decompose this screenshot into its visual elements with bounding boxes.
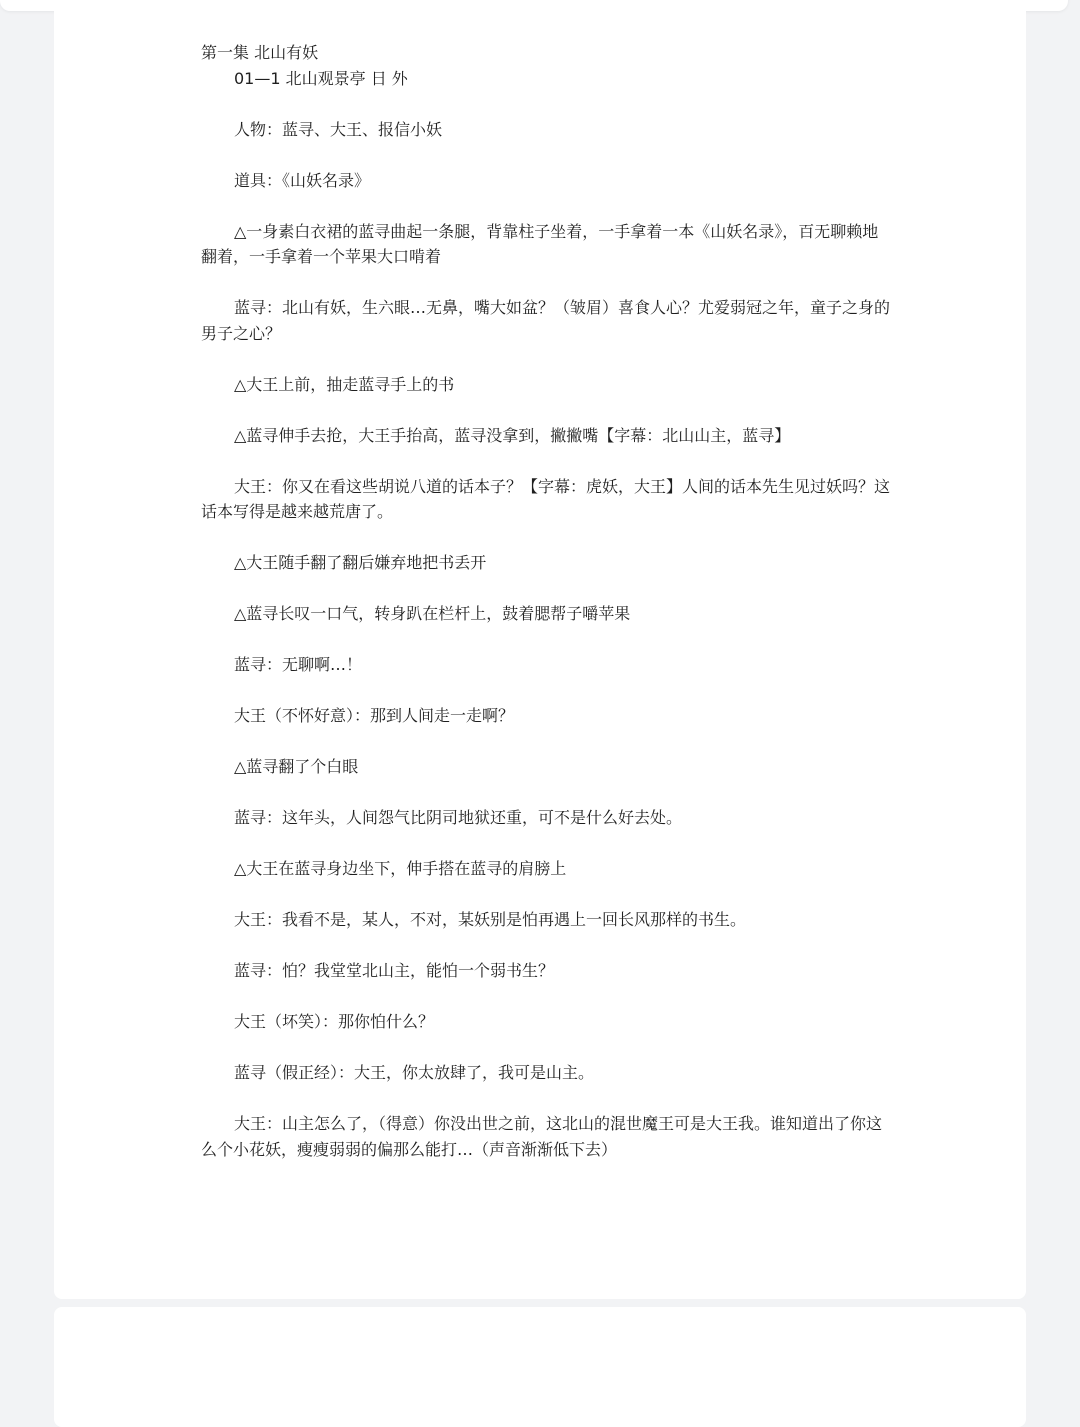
script-paragraph: △大王上前，抽走蓝寻手上的书 (234, 374, 455, 394)
script-paragraph: △蓝寻翻了个白眼 (234, 757, 359, 776)
script-paragraph: △蓝寻长叹一口气，转身趴在栏杆上，鼓着腮帮子嚼苹果 (234, 604, 631, 623)
episode-title: 第一集 北山有妖 (201, 43, 319, 62)
script-paragraph: 蓝寻：北山有妖，生六眼…无鼻，嘴大如盆？（皱眉）喜食人心？尤爱弱冠之年，童子之身的男子之心？ (201, 298, 891, 343)
script-paragraph: 蓝寻：怕？我堂堂北山主，能怕一个弱书生？ (234, 961, 555, 980)
script-paragraph: △大王在蓝寻身边坐下，伸手搭在蓝寻的肩膀上 (234, 859, 567, 878)
script-content (201, 40, 891, 1188)
script-paragraph: 大王：我看不是，某人，不对，某妖别是怕再遇上一回长风那样的书生。 (234, 910, 747, 929)
next-page-card (54, 1307, 1026, 1427)
script-paragraph: 大王：山主怎么了，（得意）你没出世之前，这北山的混世魔王可是大王我。谁知道出了你这么个小花妖，瘦瘦弱弱的偏那么能打…（声音渐渐低下去） (201, 1114, 883, 1159)
scene-heading: 01—1 北山观景亭 日 外 (234, 68, 408, 88)
script-paragraph: 大王（坏笑）：那你怕什么？ (234, 1012, 435, 1031)
script-paragraph: 大王：你又在看这些胡说八道的话本子？【字幕：虎妖，大王】人间的话本先生见过妖吗？这话本写得是越来越荒唐了。 (201, 476, 891, 521)
script-paragraph: 蓝寻：无聊啊…！ (234, 655, 363, 674)
script-paragraph-props: 道具：《山妖名录》 (234, 170, 371, 190)
script-paragraph: △一身素白衣裙的蓝寻曲起一条腿，背靠柱子坐着，一手拿着一本《山妖名录》，百无聊赖地翻着，一手拿着一个苹果大口啃着 (201, 221, 879, 266)
script-paragraph: △大王随手翻了翻后嫌弃地把书丢开 (234, 553, 487, 572)
script-paragraph-characters: 人物：蓝寻、大王、报信小妖 (234, 119, 443, 139)
script-paragraph: 蓝寻（假正经）：大王，你太放肆了，我可是山主。 (234, 1063, 595, 1082)
script-paragraph: 蓝寻：这年头，人间怨气比阴司地狱还重，可不是什么好去处。 (234, 808, 683, 827)
script-paragraph: △蓝寻伸手去抢，大王手抬高，蓝寻没拿到，撇撇嘴【字幕：北山山主，蓝寻】 (234, 425, 791, 445)
script-paragraph: 大王（不怀好意）：那到人间走一走啊？ (234, 706, 515, 725)
